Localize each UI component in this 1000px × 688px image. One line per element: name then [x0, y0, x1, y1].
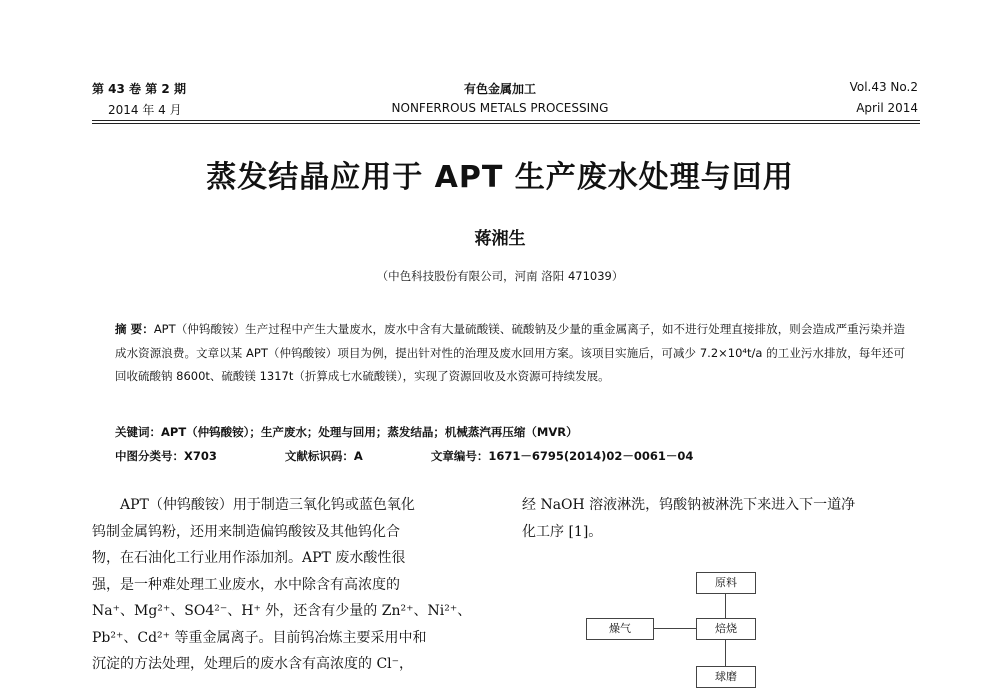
body-left-column	[92, 492, 490, 678]
article-no-label: 文章编号：	[430, 449, 489, 463]
body-line: 物，在石油化工行业用作添加剂。APT 废水酸性很	[92, 550, 406, 566]
body-line: 沉淀的方法处理，处理后的废水含有高浓度的 Cl⁻，	[92, 656, 414, 672]
body-line: Pb²⁺、Cd²⁺ 等重金属离子。目前钨冶炼主要采用中和	[92, 629, 427, 646]
body-line: 经 NaOH 溶液淋洗，钨酸钠被淋洗下来进入下一道净	[522, 497, 856, 513]
journal-title-en: NONFERROUS METALS PROCESSING	[391, 101, 609, 115]
header-rule-bottom	[92, 123, 920, 124]
body-line: 强，是一种难处理工业废水，水中除含有高浓度的	[92, 576, 400, 593]
body-line: APT（仲钨酸铵）用于制造三氧化钨或蓝色氧化	[120, 497, 415, 513]
body-line: 钨制金属钨粉，还用来制造偏钨酸铵及其他钨化合	[92, 523, 400, 540]
abstract-text: APT（仲钨酸铵）生产过程中产生大量废水，废水中含有大量硫酸镁、硫酸钠及少量的重金属离子，如不进行处理直接排放，则会造成严重污染并造成水资源浪费。文章以某 APT（仲钨酸铵）项目为例，提出针对性的治理及废水回用方案。该项目实施后，可减少 7.2×10⁴t/a 的工业污水排放，每年还可回收硫酸钠 8600t、硫酸镁 1317t（折算成七水硫酸镁），实现了资源回收及水资源可持续发展。	[115, 322, 905, 383]
volume-issue: 第 43 卷 第 2 期	[92, 82, 186, 96]
flow-box-ball-mill: 球磨	[696, 666, 756, 688]
journal-title-cn: 有色金属加工	[463, 82, 536, 96]
volume-en: Vol.43 No.2	[849, 80, 918, 94]
flow-connector	[725, 593, 726, 618]
body-right-column	[522, 492, 922, 545]
flow-connector	[653, 628, 696, 629]
flow-box-coal-gas: 燥气	[586, 618, 654, 640]
abstract-label: 摘 要：	[115, 322, 154, 336]
keywords-label: 关键词：	[115, 425, 161, 439]
article-title: 蒸发结晶应用于 APT 生产废水处理与回用	[206, 160, 794, 195]
date-cn: 2014 年 4 月	[108, 103, 182, 117]
affiliation: （中色科技股份有限公司，河南 洛阳 471039）	[376, 269, 624, 283]
header-rule-top	[92, 120, 920, 121]
keywords-text: APT（仲钨酸铵）；生产废水；处理与回用；蒸发结晶；机械蒸汽再压缩（MVR）	[161, 425, 578, 439]
flow-box-roasting: 焙烧	[696, 618, 756, 640]
body-line: 化工序 [1]。	[522, 523, 603, 540]
doc-code-label: 文献标识码：	[284, 449, 354, 463]
clc-value: X703	[184, 449, 217, 463]
clc-label: 中图分类号：	[115, 449, 184, 463]
date-en: April 2014	[856, 101, 918, 115]
doc-code-value: A	[353, 449, 363, 463]
body-line: Na⁺、Mg²⁺、SO4²⁻、H⁺ 外，还含有少量的 Zn²⁺、Ni²⁺、	[92, 603, 472, 619]
flow-connector	[725, 639, 726, 666]
author-name: 蒋湘生	[474, 229, 526, 249]
classification-line	[115, 448, 693, 464]
abstract	[115, 318, 905, 389]
flow-box-raw-material: 原料	[696, 572, 756, 594]
article-no-value: 1671－6795(2014)02－0061－04	[488, 449, 694, 463]
keywords	[115, 424, 578, 440]
